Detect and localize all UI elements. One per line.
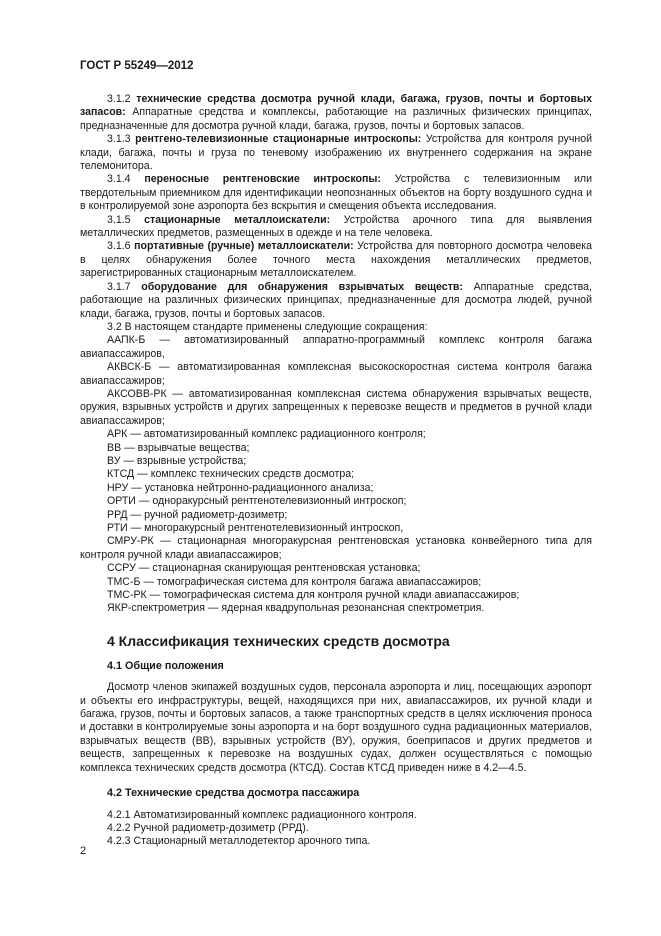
term-definition: Устройства арочного типа для выявления металлических предметов, размещенных в одежде и на теле человека. (80, 213, 592, 240)
section-4-2-3: 4.2.3 Стационарный металлодетектор арочного типа. (107, 835, 371, 848)
section-4-1-title: 4.1 Общие положения (107, 659, 224, 672)
term-3-1-6 (80, 240, 592, 280)
term-title: стационарные металлоискатели: (144, 213, 331, 226)
abbreviation-item: ОРТИ — одноракурсный рентгенотелевизионный интроскоп; (107, 495, 407, 508)
abbreviation-item: ТМС-РК — томографическая система для контроля ручной клади авиапассажиров; (107, 589, 520, 602)
term-3-1-5 (80, 214, 592, 241)
term-definition: Устройства с телевизионным или твердотельным приемником для идентификации неопознанных объектов на борту воздушного судна и в контролируемой зоне аэропорта без вскрытия и смещения объекта исследования. (80, 173, 592, 213)
term-definition: Устройства для повторного досмотра человека в целях обнаружения более точного места нахождения металлических предметов, зарегистрированных стационарным металлоискателем. (80, 240, 592, 280)
term-definition: Устройства для контроля ручной клади, багажа, почты и груза по теневому изображению их внутреннего содержания на экране телемонитора. (80, 133, 592, 173)
abbreviation-item: ВУ — взрывные устройства; (107, 454, 247, 467)
term-number: 3.1.3 (107, 133, 131, 146)
abbreviation-item: ЯКР-спектрометрия — ядерная квадрупольная резонансная спектрометрия. (107, 602, 485, 615)
term-number: 3.1.2 (107, 93, 131, 105)
term-3-1-4 (80, 173, 592, 213)
term-title: портативные (ручные) металлоискатели: (134, 240, 354, 253)
abbreviation-item: ССРУ — стационарная сканирующая рентгеновская установка; (107, 562, 421, 575)
term-number: 3.1.4 (107, 173, 131, 186)
abbreviation-item: ВВ — взрывчатые вещества; (107, 441, 250, 454)
term-3-1-2 (80, 93, 592, 133)
term-3-1-7 (80, 281, 592, 321)
abbreviation-item: СМРУ-РК — стационарная многоракурсная рентгеновская установка конвейерного типа для контроля ручной клади авиапассажиров; (80, 535, 592, 561)
term-title: рентгено-телевизионные стационарные интроскопы: (135, 133, 422, 146)
abbreviation-item: ААПК-Б — автоматизированный аппаратно-программный комплекс контроля багажа авиапассажиров, (80, 334, 592, 360)
abbreviation-item: АКВСК-Б — автоматизированная комплексная высокоскоростная система контроля багажа авиапассажиров; (80, 361, 592, 387)
term-number: 3.1.6 (107, 240, 131, 253)
abbreviation-item: АКСОВВ-РК — автоматизированная комплексная система обнаружения взрывчатых веществ, оружия, взрывных устройств и других запрещенных к перевозке веществ и предметов в ручной клади авиапассажиров; (80, 387, 592, 427)
abbreviation-item: КТСД — комплекс технических средств досмотра; (107, 468, 355, 481)
term-definition: Аппаратные средства и комплексы, работающие на различных физических принципах, предназначенные для досмотра ручной клади, багажа, грузов, почты и бортовых запасов. (80, 106, 592, 132)
term-title: оборудование для обнаружения взрывчатых веществ: (141, 280, 463, 293)
page-number: 2 (80, 845, 87, 857)
term-title: технические средства досмотра ручной клади, багажа, грузов, почты и бортовых запасов: (80, 93, 592, 119)
abbreviation-item: НРУ — установка нейтронно-радиационного анализа; (107, 481, 374, 494)
section-4-2-1: 4.2.1 Автоматизированный комплекс радиационного контроля. (107, 808, 417, 821)
abbreviation-item: РТИ — многоракурсный рентгенотелевизионный интроскоп, (107, 522, 404, 534)
abbreviations-list (80, 334, 592, 616)
abbreviation-item: ТМС-Б — томографическая система для контроля багажа авиапассажиров; (107, 575, 482, 588)
term-definition: Аппаратные средства, работающие на различных физических принципах, предназначенные для досмотра людей, ручной клади, багажа, грузов, почты и бортовых запасов. (80, 280, 592, 320)
section-4-1-text: Досмотр членов экипажей воздушных судов, персонала аэропорта и лиц, посещающих аэропорт и объекты его инфраструктуры, вещей, находящихся при них, авиапассажиров, их ручной клади и багажа, грузов, почты и бортовых запасов, а также транспортных средств в целях исключения проноса и доставки в контролируемые зоны аэропорта и на борт воздушного судна радиационных материалов, взрывчатых веществ (ВВ), взрывных устройств (ВУ), оружия, боеприпасов и других предметов и веществ, запрещенных к перевозке на воздушных судах, должен осуществляться с помощью комплекса технических средств досмотра (КТСД). Состав КТСД приведен ниже в 4.2—4.5. (80, 681, 592, 774)
term-number: 3.1.5 (107, 213, 131, 226)
term-number: 3.1.7 (107, 280, 131, 293)
document-body (80, 93, 592, 849)
term-3-1-3 (80, 133, 592, 173)
abbreviation-item: РРД — ручной радиометр-дозиметр; (107, 508, 288, 521)
document-header: ГОСТ Р 55249—2012 (80, 60, 194, 72)
section-4-2-title: 4.2 Технические средства досмотра пассажира (107, 787, 360, 800)
term-title: переносные рентгеновские интроскопы: (144, 173, 381, 186)
section-4-title: 4 Классификация технических средств досмотра (107, 632, 450, 649)
abbreviation-item: АРК — автоматизированный комплекс радиационного контроля; (107, 428, 426, 441)
abbreviations-intro: 3.2 В настоящем стандарте применены следующие сокращения: (107, 320, 428, 333)
section-4-2-2: 4.2.2 Ручной радиометр-дозиметр (РРД). (107, 821, 309, 834)
